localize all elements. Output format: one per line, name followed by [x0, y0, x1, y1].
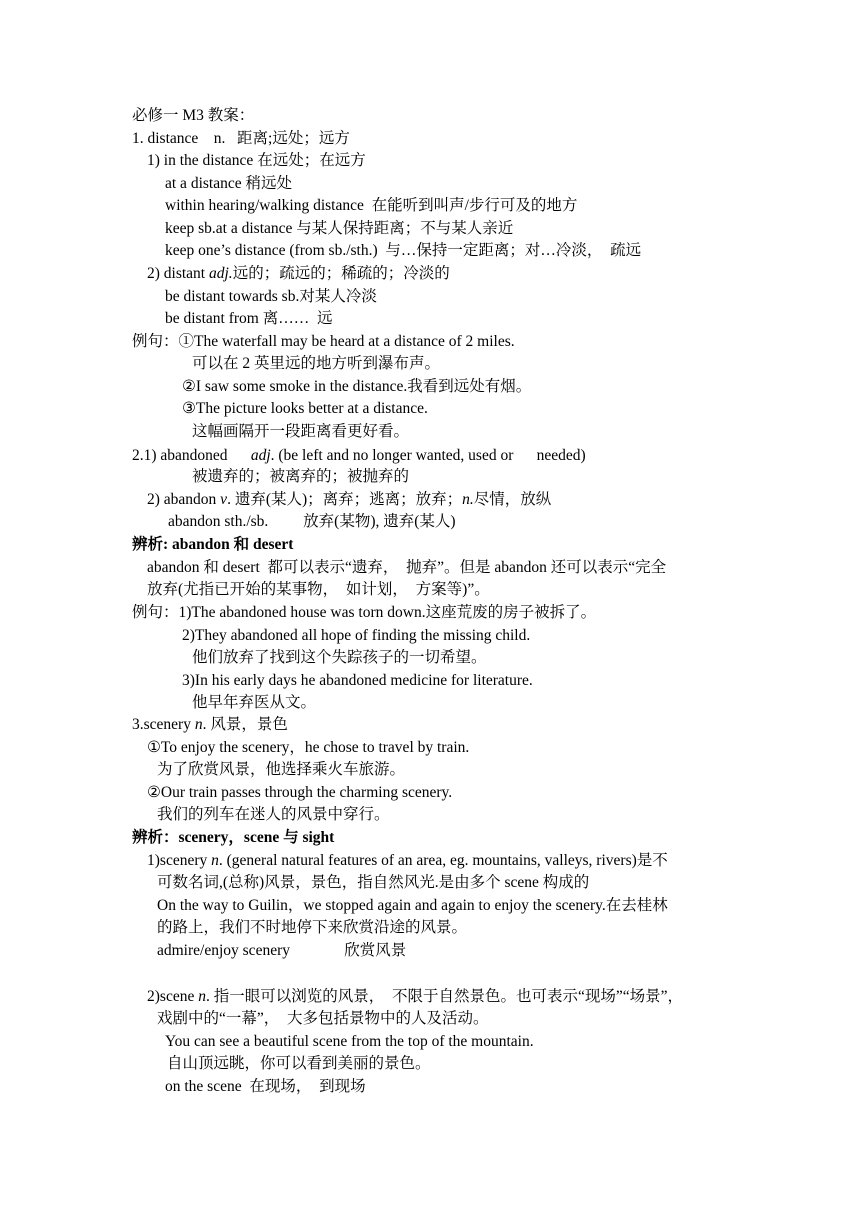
text-line: 2)scene n. 指一眼可以浏览的风景， 不限于自然景色。也可表示“现场”“场景”，: [147, 988, 683, 1005]
example-line: ③The picture looks better at a distance.: [182, 400, 428, 417]
text-line: be distant from 离…… 远: [165, 310, 333, 327]
text-line: On the way to Guilin，we stopped again and again to enjoy the scenery.在去桂林: [157, 897, 668, 914]
entry-1-heading: 1. distance n. 距离;远处；远方: [132, 130, 350, 147]
example-line: 例句：1)The abandoned house was torn down.这座荒废的房子被拆了。: [132, 604, 597, 621]
translation-line: 他早年弃医从文。: [192, 694, 317, 711]
translation-line: 可以在 2 英里远的地方听到瀑布声。: [192, 355, 441, 372]
text-line: 1) in the distance 在远处；在远方: [147, 152, 366, 169]
analysis-heading: 辨析：scenery，scene 与 sight: [132, 829, 335, 846]
translation-line: 这幅画隔开一段距离看更好看。: [192, 423, 410, 440]
text-line: 1)scenery n. (general natural features of an area, eg. mountains, valleys, rivers)是不: [147, 852, 668, 869]
text-line: abandon 和 desert 都可以表示“遗弃， 抛弃”。但是 abandon 还可以表示“完全: [147, 559, 667, 576]
example-line: 3)In his early days he abandoned medicine for literature.: [182, 672, 533, 689]
translation-line: 自山顶远眺，你可以看到美丽的景色。: [167, 1055, 431, 1072]
translation-line: 他们放弃了找到这个失踪孩子的一切希望。: [192, 649, 487, 666]
example-line: ②Our train passes through the charming scenery.: [147, 784, 453, 801]
text-line: within hearing/walking distance 在能听到叫声/步行可及的地方: [165, 197, 578, 214]
example-line: 例句：①The waterfall may be heard at a distance of 2 miles.: [132, 333, 515, 350]
text-line: admire/enjoy scenery 欣赏风景: [157, 942, 407, 959]
text-line: 2) abandon v. 遗弃(某人)；离弃；逃离；放弃；n.尽情，放纵: [147, 491, 552, 508]
text-line: keep sb.at a distance 与某人保持距离；不与某人亲近: [165, 220, 514, 237]
text-line: 的路上，我们不时地停下来欣赏沿途的风景。: [157, 919, 468, 936]
example-line: ①To enjoy the scenery，he chose to travel by train.: [147, 739, 470, 756]
analysis-heading: 辨析: abandon 和 desert: [132, 536, 294, 553]
text-line: 2) distant adj.远的；疏远的；稀疏的；冷淡的: [147, 265, 450, 282]
translation-line: 我们的列车在迷人的风景中穿行。: [157, 806, 390, 823]
text-line: abandon sth./sb. 放弃(某物), 遗弃(某人): [168, 513, 456, 530]
example-line: You can see a beautiful scene from the top of the mountain.: [165, 1033, 534, 1050]
text-line: at a distance 稍远处: [165, 175, 292, 192]
text-line: be distant towards sb.对某人冷淡: [165, 288, 377, 305]
entry-2-heading: 2.1) abandoned adj. (be left and no longer wanted, used or needed): [132, 447, 586, 464]
text-line: on the scene 在现场， 到现场: [165, 1078, 366, 1095]
text-line: 放弃(尤指已开始的某事物， 如计划， 方案等)”。: [147, 581, 490, 598]
doc-header: 必修一 M3 教案：: [132, 107, 255, 124]
example-line: 2)They abandoned all hope of finding the missing child.: [182, 627, 531, 644]
text-line: keep one’s distance (from sb./sth.) 与…保持一定距离；对…冷淡， 疏远: [165, 242, 642, 259]
text-line: 戏剧中的“一幕”， 大多包括景物中的人及活动。: [157, 1010, 489, 1027]
translation-line: 为了欣赏风景，他选择乘火车旅游。: [157, 761, 406, 778]
translation-line: 被遗弃的；被离弃的；被抛弃的: [192, 468, 410, 485]
entry-3-heading: 3.scenery n. 风景，景色: [132, 716, 288, 733]
example-line: ②I saw some smoke in the distance.我看到远处有烟。: [182, 378, 532, 395]
text-line: 可数名词,(总称)风景，景色，指自然风光.是由多个 scene 构成的: [157, 874, 590, 891]
